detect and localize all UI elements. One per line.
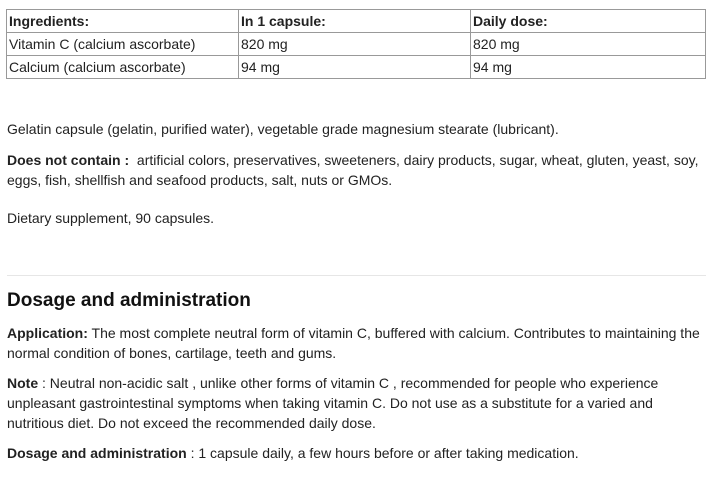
amount-daily-dose: 820 mg [471, 33, 706, 56]
does-not-contain-paragraph [7, 150, 707, 190]
amount-per-capsule: 820 mg [239, 33, 471, 56]
supplement-note [7, 208, 707, 228]
application-text: The most complete neutral form of vitamin C, buffered with calcium. Contributes to maintaining the normal condition of bones, cartilage, teeth and gums. [7, 325, 700, 361]
dosage-text: : 1 capsule daily, a few hours before or after taking medication. [190, 445, 579, 461]
amount-daily-dose: 94 mg [471, 56, 706, 79]
application-label: Application: [7, 325, 88, 341]
capsule-composition-text: Gelatin capsule (gelatin, purified water), vegetable grade magnesium stearate (lubricant). [7, 121, 559, 137]
dosage-paragraph [7, 443, 707, 463]
ingredients-table [6, 9, 706, 79]
note-label: Note [7, 375, 39, 391]
capsule-composition [7, 119, 707, 139]
amount-per-capsule: 94 mg [239, 56, 471, 79]
ingredient-name: Vitamin C (calcium ascorbate) [7, 33, 239, 56]
note-paragraph [7, 373, 707, 433]
table-header-row [7, 10, 706, 33]
supplement-note-text: Dietary supplement, 90 capsules. [7, 210, 214, 226]
table-row [7, 56, 706, 79]
dosage-section-title: Dosage and administration [7, 290, 251, 311]
header-in-one-capsule: In 1 capsule: [239, 10, 471, 33]
does-not-contain-label: Does not contain : [7, 152, 130, 168]
header-daily-dose: Daily dose: [471, 10, 706, 33]
dosage-label: Dosage and administration [7, 445, 187, 461]
table-row [7, 33, 706, 56]
does-not-contain-text: artificial colors, preservatives, sweeteners, dairy products, sugar, wheat, gluten, yeast, soy, eggs, fish, shellfish and seafood products, salt, nuts or GMOs. [7, 152, 699, 188]
header-ingredients: Ingredients: [7, 10, 239, 33]
application-paragraph [7, 323, 707, 363]
ingredient-name: Calcium (calcium ascorbate) [7, 56, 239, 79]
note-text: : Neutral non-acidic salt , unlike other forms of vitamin C , recommended for people who experience unpleasant gastrointestinal symptoms when taking vitamin C. Do not use as a substitute for a varied and nutritious diet. Do not exceed the recommended daily dose. [7, 375, 659, 431]
section-divider [7, 275, 706, 276]
